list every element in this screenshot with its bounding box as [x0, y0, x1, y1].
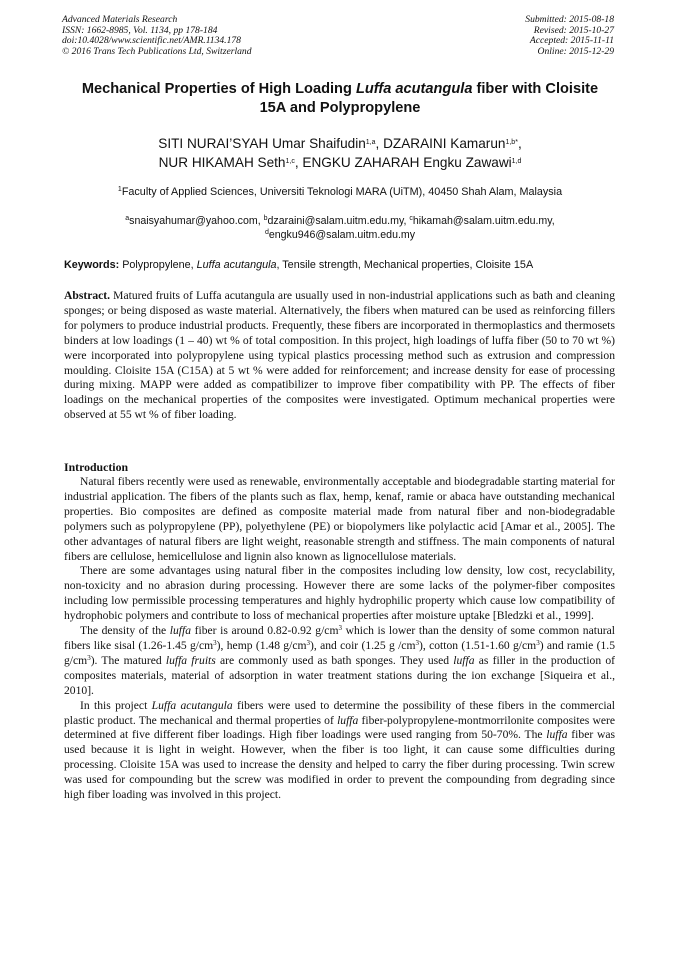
doi-line: doi:10.4028/www.scientific.net/AMR.1134.178: [62, 35, 241, 47]
online-date: Online: 2015-12-29: [537, 45, 614, 57]
title-italic-species: Luffa acutangula: [355, 81, 473, 97]
abstract-label: Abstract.: [64, 289, 111, 302]
author-3-sup: 1,c: [285, 158, 295, 165]
email-list: $^a$snaisyahumar@yahoo.com, $^b$dzaraini@salam.uitm.edu.my, $^c$hikamah@salam.uitm.edu.my, $^d$engku946@salam.uitm.edu.my: [125, 215, 555, 241]
intro-paragraph-1: Natural fibers recently were used as renewable, environmentally acceptable and biodegradable starting material for industrial application. The fibers of the plants such as flax, hemp, kenaf, ramie or abaca have outstanding mechanical properties. Bio composites are defined as composite material made from natural fiber and non-biodegradable polymers such as polypropylene (PP), polyethylene (PE) or biopolymers like polylactic acid [Amar et al., 2005]. The other advantages of natural fibers are light weight, reasonable strength and stiffness. The main components of natural fibers are cellulose, hemicellulose and lignin also known as lignocellulose materials.: [64, 475, 615, 563]
email-a: snaisyahumar@yahoo.com: [129, 215, 258, 227]
email-b-sup: b: [263, 215, 268, 222]
author-4-sup: 1,d: [511, 158, 522, 165]
accepted-date: Accepted: 2015-11-11: [529, 35, 614, 47]
author-4: ENGKU ZAHARAH Engku Zawawi: [302, 155, 512, 170]
author-1-sup: 1,a: [365, 139, 376, 146]
intro-paragraph-4: In this project Luffa acutangula fibers were used to determine the possibility of these fibers in the commercial plastic product. The mechanical and thermal properties of luffa fiber-polypropylene-montmorrilonite composites were determined at five different fiber loadings. High fiber loadings were used ranging from 50-70%. The luffa fiber was used because it is light in weight. However, when the fiber is too light, it can cause some difficulties during processing. Cloisite 15A was used to increase the density and helped to carry the fiber during processing. Twin screw was used for compounding but the screw was modified in order to prevent the compounding from degrading since high fiber loading was involved in this project.: [64, 698, 615, 802]
intro-paragraph-2: There are some advantages using natural fiber in the composites including low density, low cost, recyclability, non-toxicity and no abrasion during processing. However there are some lacks of the polymer-fiber composites including low permissible processing temperatures and highly hydrophilic property which cause low compatibility of hydrophobic polymers and contribute to loss of mechanical properties after moisture uptake [Bledzki et al., 1999].: [64, 564, 615, 623]
submitted-date: Submitted: 2015-08-18: [525, 14, 614, 25]
journal-name: Advanced Materials Research: [62, 14, 178, 25]
email-d-sup: d: [264, 229, 269, 236]
keywords-text-3: , Tensile strength, Mechanical properties, Cloisite 15A: [276, 259, 534, 271]
title-part-2: fiber with Cloisite 15A and Polypropylene: [259, 81, 599, 116]
revised-date: Revised: 2015-10-27: [533, 24, 614, 36]
keywords: [64, 258, 624, 272]
author-3: NUR HIKAMAH Seth: [158, 155, 286, 170]
copyright-line: © 2016 Trans Tech Publications Ltd, Switzerland: [62, 45, 252, 57]
issn-line: ISSN: 1662-8985, Vol. 1134, pp 178-184: [62, 24, 218, 36]
author-2: DZARAINI Kamarun: [383, 136, 506, 151]
affiliation: [50, 185, 630, 199]
email-a-sup: a: [125, 215, 130, 222]
introduction-heading: Introduction: [64, 460, 129, 474]
author-1: SITI NURAI’SYAH Umar Shaifudin: [158, 136, 366, 151]
keywords-label: Keywords:: [64, 259, 120, 271]
email-c: hikamah@salam.uitm.edu.my: [412, 215, 552, 227]
keywords-text-2: Luffa acutangula: [196, 259, 277, 271]
title-part-1: Mechanical Properties of High Loading: [81, 81, 356, 97]
abstract: [64, 289, 615, 423]
email-d: engku946@salam.uitm.edu.my: [268, 229, 416, 241]
intro-paragraph-3: The density of the luffa fiber is around 0.82-0.92 $g/cm^3$ which is lower than the density of some common natural fibers like sisal (1.26-1.45 $g/cm^3$), hemp (1.48 $g/cm^3$), and coir (1.25 g $/cm^3$), cotton (1.51-1.60 $g/cm^3$) and ramie (1.5 $g/cm^3$). The matured luffa fruits are commonly used as bath sponges. They used luffa as filler in the production of composites materials, material of adsorption in water treatment stations during the ion exchange [Siqueira et al., 2010].: [64, 624, 616, 697]
author-list: SITI NURAI’SYAH Umar Shaifudin$^{1,a}$, DZARAINI Kamarun$^{1,b*}$, NUR HIKAMAH Seth$^{1,c}$, ENGKU ZAHARAH Engku Zawawi$^{1,d}$: [158, 136, 522, 170]
abstract-text: Matured fruits of Luffa acutangula are usually used in non-industrial applications such as bath and cleaning sponges; or being disposed as waste material. Alternatively, the fibers when matured can be used as reinforcing fillers for polymers to produce industrial products. Frequently, these fibers are incorporated in thermoplastics and thermosets binders at low loadings (1 – 40) wt % of total composition. In this project, high loadings of luffa fiber (50 to 70 wt %) were incorporated into polypropylene using typical plastics processing method such as extrusion and compression moulding. Cloisite 15A (C15A) at 5 wt % were added for reinforcement; and increase density for ease of processing during mixing. MAPP were added as compatibilizer to improve fiber compatibility with PP. The effects of fiber loadings on the mechanical properties of the composites were investigated. Optimum mechanical properties were observed at 55 wt % of fiber loading.: [64, 289, 615, 422]
journal-header-right: [525, 15, 614, 57]
affiliation-text: Faculty of Applied Sciences, Universiti Teknologi MARA (UiTM), 40450 Shah Alam, Malaysia: [121, 186, 563, 198]
affiliation-sup: 1: [117, 186, 122, 193]
email-c-sup: c: [409, 215, 413, 222]
email-b: dzaraini@salam.uitm.edu.my: [267, 215, 404, 227]
paper-title: [70, 80, 610, 118]
author-2-sup: 1,b*: [505, 139, 518, 146]
introduction-section: [64, 459, 615, 803]
journal-header-left: [62, 15, 252, 57]
keywords-text-1: Polypropylene,: [119, 259, 197, 271]
